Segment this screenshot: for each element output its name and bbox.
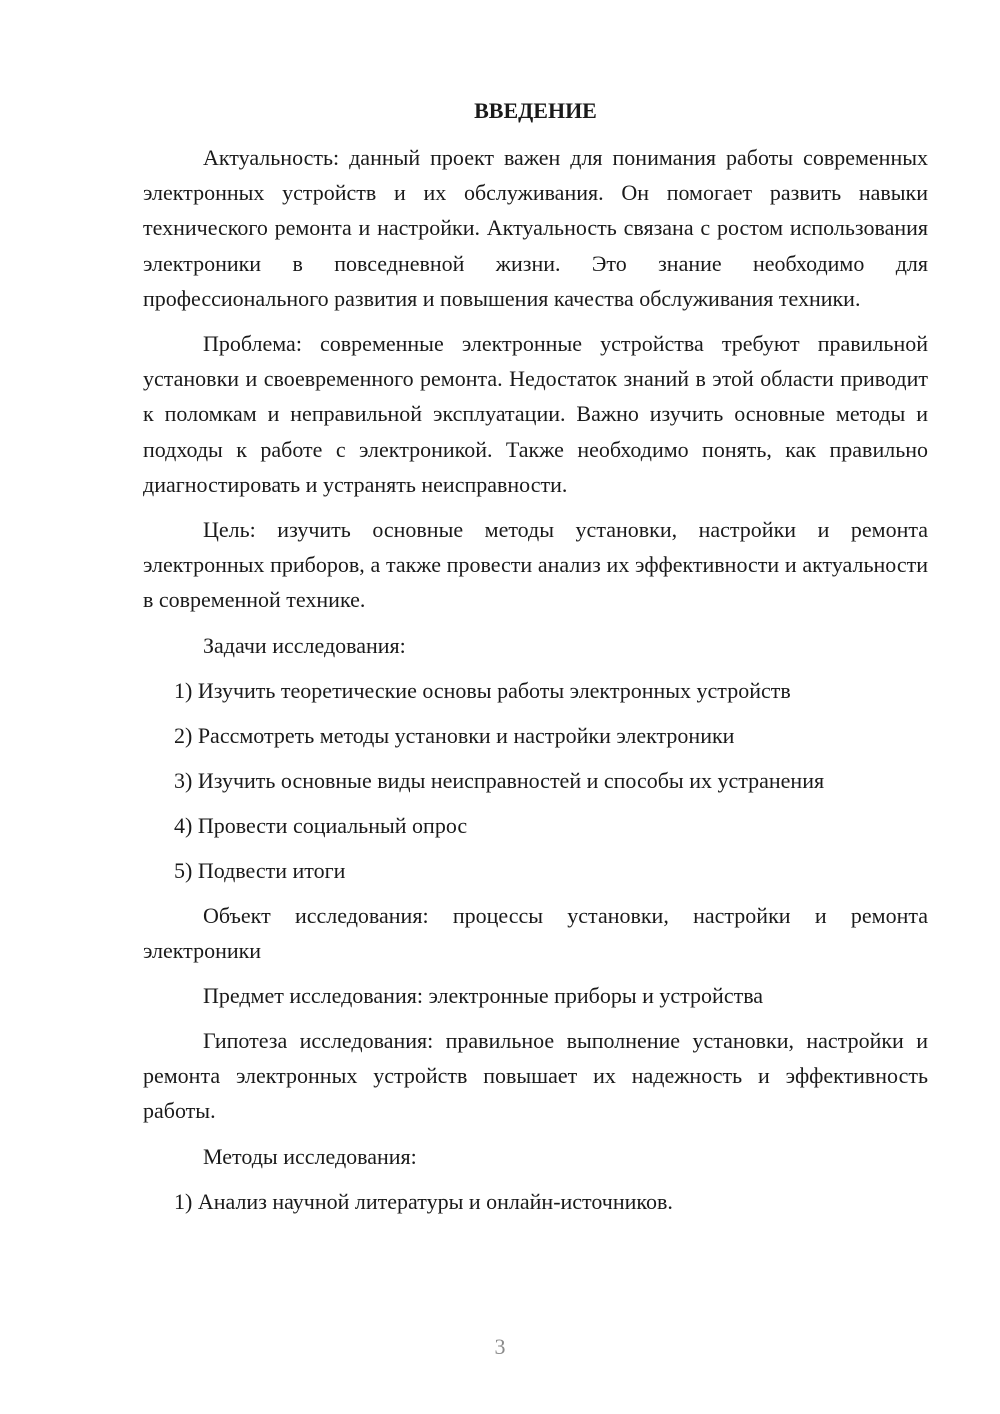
page-number: 3: [494, 1334, 506, 1359]
list-item: 3) Изучить основные виды неисправностей и способы их устранения: [174, 767, 825, 793]
list-item: 1) Изучить теоретические основы работы электронных устройств: [174, 677, 791, 703]
goal-paragraph: Цель: изучить основные методы установки, настройки и ремонта электронных приборов, а также провести анализ их эффективности и актуальности в современной технике.: [143, 517, 928, 613]
list-item: 2) Рассмотреть методы установки и настройки электроники: [174, 722, 735, 748]
methods-heading: Методы исследования:: [203, 1143, 417, 1169]
tasks-heading: Задачи исследования:: [203, 632, 406, 658]
problem-paragraph: Проблема: современные электронные устройства требуют правильной установки и своевременного ремонта. Недостаток знаний в этой области приводит к поломкам и неправильной эксплуатации. Важно изучить основные методы и подходы к работе с электроникой. Также необходимо понять, как правильно диагностировать и устранять неисправности.: [143, 331, 928, 497]
tasks-list: [143, 673, 928, 888]
list-item: 5) Подвести итоги: [174, 857, 346, 883]
methods-list: [143, 1184, 928, 1219]
subject-line: Предмет исследования: электронные приборы и устройства: [203, 983, 764, 1009]
list-item: 4) Провести социальный опрос: [174, 812, 468, 838]
page-content: [143, 93, 928, 1229]
object-paragraph: Объект исследования: процессы установки, настройки и ремонта электроники: [143, 902, 928, 963]
page-title: ВВЕДЕНИЕ: [474, 98, 597, 123]
list-item: 1) Анализ научной литературы и онлайн-источников.: [174, 1188, 673, 1214]
relevance-paragraph: Актуальность: данный проект важен для понимания работы современных электронных устройств и их обслуживания. Он помогает развить навыки технического ремонта и настройки. Актуальность связана с ростом использования электроники в повседневной жизни. Это знание необходимо для профессионального развития и повышения качества обслуживания техники.: [143, 145, 928, 311]
hypothesis-paragraph: Гипотеза исследования: правильное выполнение установки, настройки и ремонта электронных устройств повышает их надежность и эффективность работы.: [143, 1028, 928, 1124]
